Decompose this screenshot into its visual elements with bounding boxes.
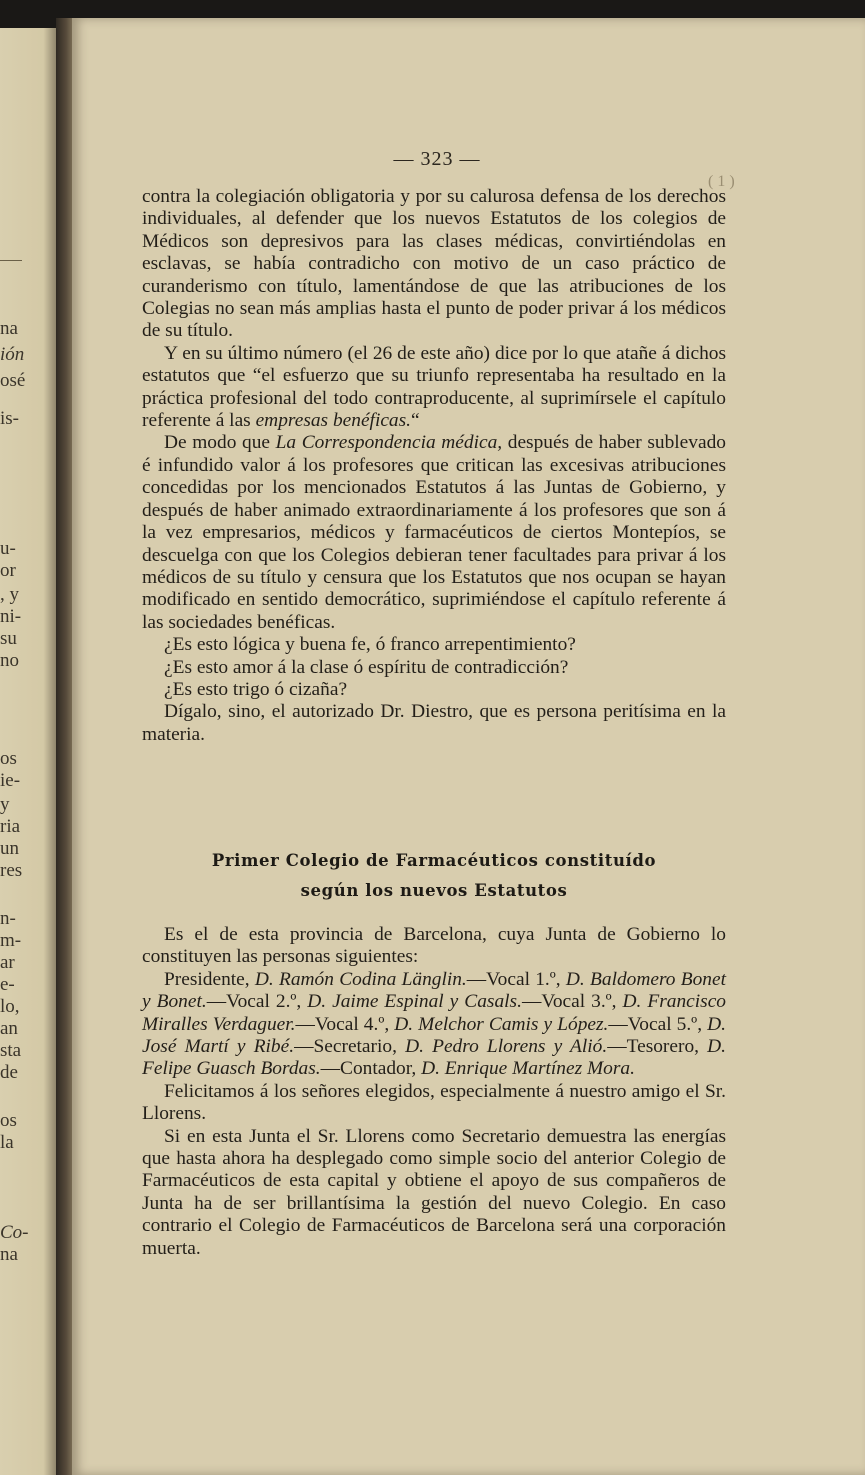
italic-run: D. Francisco Miralles Verdaguer. [142, 991, 727, 1035]
text-run: —Vocal 4.º, [295, 1013, 395, 1035]
facing-page-rule [0, 260, 22, 261]
text-run: Presidente, [164, 968, 255, 990]
italic-run: D. Ramón Codina Länglin. [254, 968, 467, 990]
text-run: —Tesorero, [607, 1036, 708, 1058]
text-run: Felicitamos á los señores elegidos, especialmente á nuestro amigo el Sr. Llorens. [142, 1080, 726, 1125]
italic-run: La Correspondencia médica, [275, 432, 503, 454]
facing-page-fragment: ión [0, 344, 25, 365]
section-body [142, 924, 726, 1260]
italic-run: D. Enrique Martínez Mora. [421, 1058, 635, 1080]
text-run: —Vocal 5.º, [608, 1013, 708, 1035]
paragraph [142, 924, 726, 969]
italic-run: empresas benéficas. [255, 410, 412, 432]
text-run: Es el de esta provincia de Barcelona, cuya Junta de Gobierno lo constituyen las personas siguientes: [142, 924, 726, 968]
text-run: —Vocal 2.º, [206, 991, 308, 1013]
facing-page-fragment: an [0, 1018, 18, 1039]
italic-run: D. Felipe Guasch Bordas. [142, 1036, 727, 1080]
facing-page-fragment: is- [0, 408, 19, 429]
text-run: Dígalo, sino, el autorizado Dr. Diestro, que es persona peritísima en la materia. [142, 701, 726, 745]
book-page [72, 18, 865, 1475]
facing-page-fragment: ni- [0, 606, 22, 627]
paragraph [142, 679, 726, 701]
facing-page-fragment: , y [0, 584, 19, 605]
text-run: después de haber sublevado é infundido valor á los profesores que critican las excesivas atribuciones concedidas por los mencionados Estatutos á las Juntas de Gobierno, y después de haber animado extraordinariamente á los profesores que son á la vez empresarios, médicos y farmacéuticos de ciertos Montepíos, se descuelga con que los Colegios debieran tener facultades para privar á los médicos de su título y censura que los Estatutos que nos ocupan se hayan modificado en sentido democrático, suprimiéndose el capítulo referente á las sociedades benéficas. [142, 432, 726, 633]
italic-run: D. Jaime Espinal y Casals. [307, 991, 522, 1013]
text-run: contra la colegiación obligatoria y por su calurosa defensa de los derechos individuales, al defender que los nuevos Estatutos de los colegios de Médicos son depresivos para las clases médicas, convirtiéndolas en esclavas, se había contradicho con motivo de un caso práctico de curanderismo con título, lamentándose de que las atribuciones de los Colegias no sean más amplias hasta el punto de poder privar á los médicos de su título. [142, 186, 726, 342]
italic-run: D. Pedro Llorens y Alió. [405, 1036, 608, 1058]
facing-page-fragment: ie- [0, 770, 21, 791]
text-run: ¿Es esto trigo ó cizaña? [164, 678, 348, 700]
italic-run: D. Baldomero Bonet y Bonet. [142, 968, 726, 1013]
facing-page-fragment: Co- [0, 1222, 29, 1243]
section-heading [142, 846, 726, 906]
facing-page-fragment: no [0, 650, 19, 671]
margin-annotation: ( 1 ) [708, 173, 735, 190]
facing-page-fragment: ria [0, 816, 21, 837]
article-body [142, 186, 726, 746]
facing-page-fragment: n- [0, 908, 16, 929]
facing-page-fragment: lo, [0, 996, 20, 1017]
facing-page-fragment: y [0, 794, 10, 815]
facing-page-fragment: la [0, 1132, 14, 1153]
facing-page-fragment: sta [0, 1040, 22, 1061]
section-heading-line-1: Primer Colegio de Farmacéuticos constituído [211, 851, 657, 870]
facing-page-fragment: m- [0, 930, 22, 951]
facing-page-edge [0, 28, 62, 1475]
text-run: ¿Es esto lógica y buena fe, ó franco arrepentimiento? [164, 634, 576, 656]
facing-page-fragment: ar [0, 952, 15, 973]
paragraph [142, 969, 726, 1081]
paragraph [142, 1081, 726, 1126]
text-run: —Vocal 1.º, [466, 968, 566, 990]
text-run: De modo que [164, 432, 276, 454]
section-heading-line-2: según los nuevos Estatutos [300, 881, 568, 900]
facing-page-fragment: or [0, 560, 16, 581]
facing-page-fragment: na [0, 318, 18, 339]
facing-page-fragment: un [0, 838, 19, 859]
text-run: —Vocal 3.º, [521, 991, 623, 1013]
facing-page-fragment: os [0, 748, 17, 769]
italic-run: D. José Martí y Ribé. [142, 1013, 726, 1058]
page-number: — 323 — [393, 148, 481, 170]
paragraph [142, 634, 726, 656]
facing-page-fragment: osé [0, 370, 26, 391]
paragraph [142, 657, 726, 679]
paragraph [142, 186, 726, 343]
facing-page-fragment: os [0, 1110, 17, 1131]
text-run: —Secretario, [294, 1036, 406, 1058]
facing-page-fragment: e- [0, 974, 15, 995]
text-run: “ [411, 410, 420, 432]
facing-page-fragment: de [0, 1062, 18, 1083]
paragraph [142, 1126, 726, 1260]
facing-page-fragment: res [0, 860, 23, 881]
text-run: —Contador, [320, 1058, 422, 1080]
text-run: ¿Es esto amor á la clase ó espíritu de contradicción? [164, 656, 569, 678]
facing-page-fragment: su [0, 628, 17, 649]
text-run: Y en su último número (el 26 de este año) dice por lo que atañe á dichos estatutos que “el esfuerzo que su triunfo representaba ha resultado en la práctica profesional del todo contraproducente, al suprimírsele el capítulo referente á las [142, 342, 726, 432]
italic-run: D. Melchor Camis y López. [394, 1013, 609, 1035]
paragraph [142, 432, 726, 634]
text-run: Si en esta Junta el Sr. Llorens como Secretario demuestra las energías que hasta ahora ha desplegado como simple socio del anterior Colegio de Farmacéuticos de esta capital y obtiene el apoyo de sus compañeros de Junta ha de ser brillantísima la gestión del nuevo Colegio. En caso contrario el Colegio de Farmacéuticos de Barcelona será una corporación muerta. [142, 1125, 726, 1259]
paragraph [142, 343, 726, 433]
facing-page-fragment: na [0, 1244, 18, 1265]
paragraph [142, 701, 726, 746]
facing-page-fragment: u- [0, 538, 16, 559]
